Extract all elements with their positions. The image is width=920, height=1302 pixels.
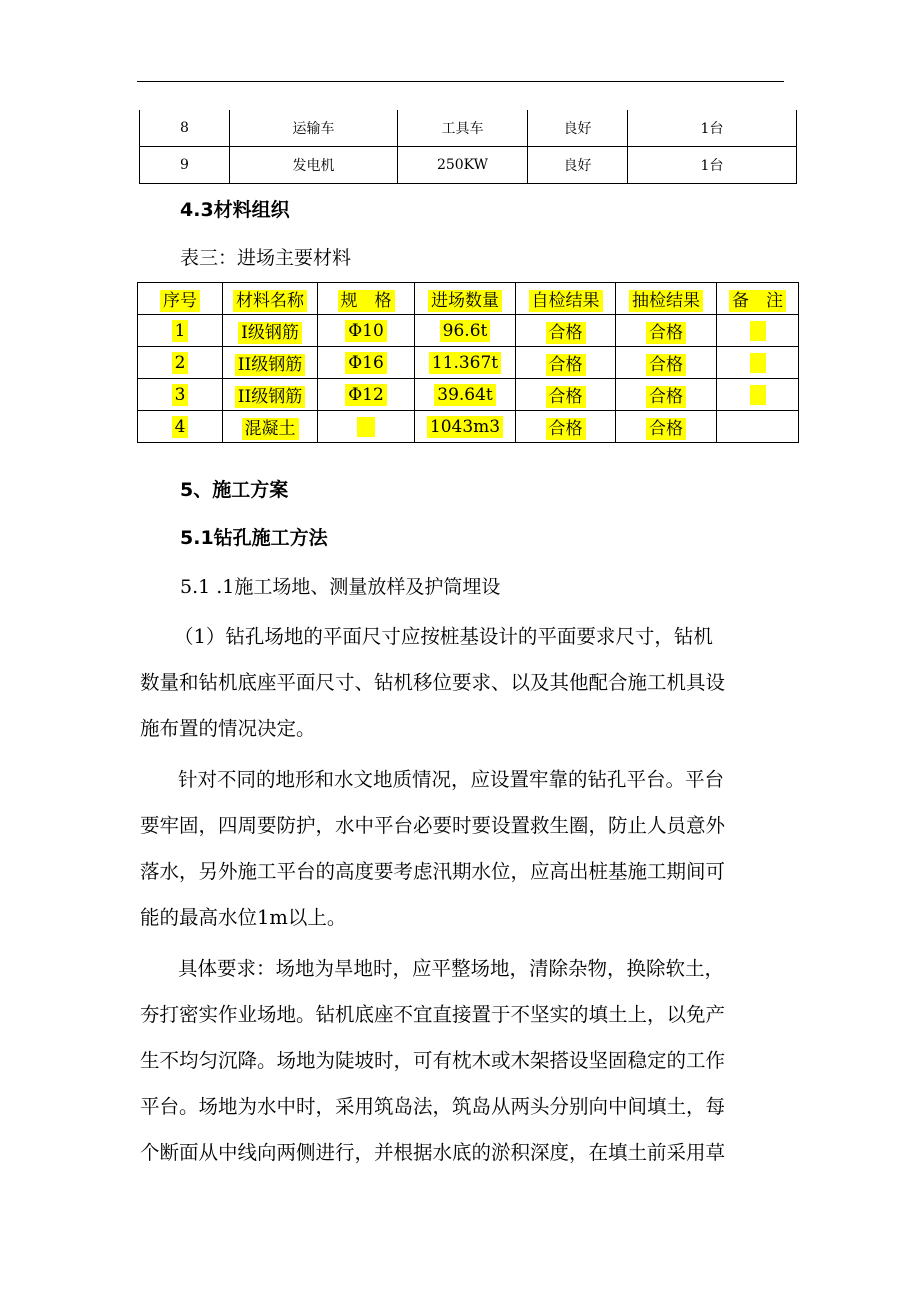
table-cell-empty <box>717 411 799 443</box>
table-cell: 工具车 <box>398 110 528 147</box>
highlight-mark <box>750 321 766 341</box>
section-heading-4-3: 4.3材料组织 <box>180 199 290 221</box>
column-header: 进场数量 <box>428 290 502 312</box>
table-caption: 表三：进场主要材料 <box>180 247 352 269</box>
text-line: 具体要求：场地为旱地时，应平整场地，清除杂物，换除软土， <box>178 957 725 980</box>
table-cell: 合格 <box>646 386 686 408</box>
table-row <box>138 379 799 411</box>
table-cell: 合格 <box>646 322 686 344</box>
column-header: 自检结果 <box>529 290 603 312</box>
table-cell: 250KW <box>398 147 528 184</box>
table-row <box>140 147 797 184</box>
table-cell: 8 <box>140 110 230 147</box>
table-cell: 合格 <box>546 418 586 440</box>
text-line: 要牢固，四周要防护，水中平台必要时要设置救生圈，防止人员意外 <box>140 814 726 837</box>
highlight-mark <box>750 385 766 405</box>
text-line: 数量和钻机底座平面尺寸、钻机移位要求、以及其他配合施工机具设 <box>140 671 726 694</box>
column-header: 材料名称 <box>233 290 307 312</box>
equipment-table <box>139 110 797 184</box>
text-line: 个断面从中线向两侧进行，并根据水底的淤积深度，在填土前采用草 <box>140 1141 726 1164</box>
paragraph-2 <box>140 757 790 941</box>
highlight-mark <box>750 353 766 373</box>
table-row <box>138 315 799 347</box>
table-row <box>140 110 797 147</box>
highlight-mark <box>357 417 375 437</box>
table-cell: II级钢筋 <box>235 354 305 376</box>
table-cell: II级钢筋 <box>235 386 305 408</box>
materials-table <box>137 282 799 443</box>
table-cell: 合格 <box>546 386 586 408</box>
section-heading-5-1-1: 5.1 .1施工场地、测量放样及护筒埋设 <box>180 576 501 598</box>
section-heading-5: 5、施工方案 <box>180 479 289 501</box>
section-heading-5-1: 5.1钻孔施工方法 <box>180 527 328 549</box>
table-cell: Φ10 <box>345 320 387 342</box>
table-cell: 合格 <box>546 322 586 344</box>
text-line: 施布置的情况决定。 <box>140 717 316 740</box>
table-row <box>138 347 799 379</box>
text-line: 夯打密实作业场地。钻机底座不宜直接置于不坚实的填土上，以免产 <box>140 1003 726 1026</box>
paragraph-1 <box>140 614 790 752</box>
table-cell: 96.6t <box>440 320 491 342</box>
column-header: 序号 <box>160 290 200 312</box>
text-line: 落水，另外施工平台的高度要考虑汛期水位，应高出桩基施工期间可 <box>140 860 726 883</box>
table-cell: 良好 <box>528 110 628 147</box>
table-cell: Φ12 <box>345 384 387 406</box>
paragraph-3 <box>140 946 790 1176</box>
table-cell: 发电机 <box>230 147 398 184</box>
table-cell: 1043m3 <box>427 416 503 438</box>
header-rule <box>137 81 784 82</box>
table-cell: 9 <box>140 147 230 184</box>
table-cell: 混凝土 <box>242 418 299 440</box>
table-header-row <box>138 283 799 315</box>
column-header: 备 注 <box>729 290 786 312</box>
table-cell: 1台 <box>628 147 797 184</box>
text-line: 能的最高水位1m以上。 <box>140 906 347 929</box>
table-cell: 合格 <box>546 354 586 376</box>
table-row <box>138 411 799 443</box>
table-cell: 良好 <box>528 147 628 184</box>
text-line: 平台。场地为水中时，采用筑岛法，筑岛从两头分别向中间填土，每 <box>140 1095 726 1118</box>
table-cell: 2 <box>172 352 189 374</box>
text-line: 生不均匀沉降。场地为陡坡时，可有枕木或木架搭设坚固稳定的工作 <box>140 1049 726 1072</box>
table-cell: Φ16 <box>345 352 387 374</box>
table-cell: 合格 <box>646 418 686 440</box>
text-line: （1）钻孔场地的平面尺寸应按桩基设计的平面要求尺寸，钻机 <box>174 625 713 648</box>
column-header: 规 格 <box>338 290 395 312</box>
column-header: 抽检结果 <box>629 290 703 312</box>
table-cell: 1台 <box>628 110 797 147</box>
table-cell: 11.367t <box>429 352 501 374</box>
table-cell: 合格 <box>646 354 686 376</box>
table-cell: 1 <box>172 320 189 342</box>
table-cell: 39.64t <box>434 384 496 406</box>
table-cell: I级钢筋 <box>238 322 302 344</box>
text-line: 针对不同的地形和水文地质情况，应设置牢靠的钻孔平台。平台 <box>178 768 725 791</box>
table-cell: 4 <box>172 416 189 438</box>
table-cell: 3 <box>172 384 189 406</box>
table-cell: 运输车 <box>230 110 398 147</box>
